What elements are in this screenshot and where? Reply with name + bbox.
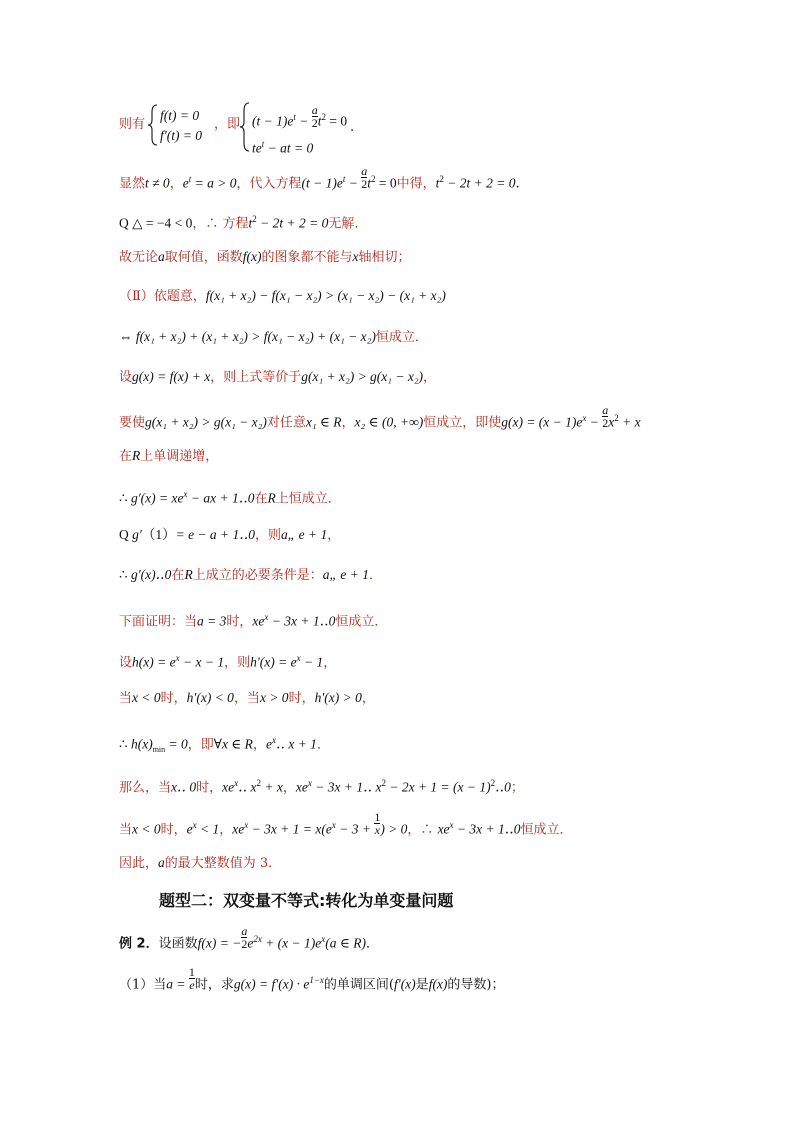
- line-final-answer: 因此，a的最大整数值为 3．: [119, 855, 282, 871]
- line-h-sign: 当x < 0时，h′(x) < 0，当x > 0时，h′(x) > 0，: [119, 690, 375, 706]
- left-brace-2: [239, 102, 251, 152]
- line-conclusion-tangent: 故无论a取何值，函数f(x)的图象都不能与x轴相切；: [119, 249, 411, 265]
- line-define-h: 设$h(x) = e^x - x - 1$，则$h'(x) = e^x - 1$，: [119, 653, 337, 671]
- line-part2: （Ⅱ）依题意，f(x₁ + x₂) − f(x₁ − x₂) > (x₁ − x₂) − (x₁ + x₂): [119, 288, 446, 304]
- line-define-g: 设g(x) = f(x) + x，则上式等价于g(x₁ + x₂) > g(x₁ − x₂)，: [119, 369, 437, 385]
- system1-eq1: f(t) = 0: [160, 108, 200, 123]
- left-brace-1: [147, 104, 159, 146]
- line-necessary: ∴ g′(x)‥0在R上成立的必要条件是：a„ e + 1．: [119, 567, 382, 583]
- system2-eq2: $te^t$ − at = 0: [252, 139, 314, 156]
- line-proof: 下面证明：当a = 3时，$xe^x - 3x$ + 1‥0恒成立．: [119, 612, 388, 630]
- text-then: 则有: [119, 117, 146, 132]
- system2-eq1: $(t - 1)e^t$ − $\frac{a}{2}$ $t^2 = 0$: [252, 103, 348, 131]
- line-equivalent: ⇔ f(x₁ + x₂) + (x₁ + x₂) > f(x₁ − x₂) + (x₁ − x₂)恒成立．: [119, 329, 428, 345]
- line-case-neg: 当x < 0时，$e^x < 1$，$xe^x - 3x + 1 = x(e^x - 3$ + $\frac{1}{x}$ ) > 0，∴ $xe^x - 3x$ + 1‥0恒成立．: [119, 810, 573, 838]
- system1-eq2: f′(t) = 0: [160, 128, 203, 143]
- text-ie: ，即: [214, 117, 241, 132]
- line-system: [119, 117, 145, 133]
- line-obviously: 显然t ≠ 0，$e^t = a > 0$，代入方程$(t - 1)e^t$ − $\frac{a}{2}$ $t^2 = 0$中得，$t^2 - 2t + 2 = 0$.: [119, 164, 520, 192]
- section-heading: 题型二：双变量不等式:转化为单变量问题: [159, 891, 454, 910]
- line-gprime: ∴ $g'(x) = xe^x$ − ax + 1‥0在R上恒成立．: [119, 489, 341, 507]
- system-end-dot: .: [350, 120, 355, 135]
- line-require: 要使g(x₁ + x₂) > g(x₁ − x₂)对任意x₁ ∈ R，x₂ ∈ (0, +∞)恒成立，即使$g(x) = (x - 1)e^x$ − $\frac{a}{2}$ $x^2 + x$: [119, 403, 641, 431]
- line-case-nonneg: 那么，当x‥ 0时，$xe^x‥$ $x^2 + x$，$xe^x - 3x$ + 1‥ $x^2 - 2x + 1 = (x$ − $1)^2‥0$；: [119, 778, 524, 796]
- example-2-statement: 例 2．设函数f(x) = − $\frac{a}{2}$ $e^{2x} + (x - 1)e^x(a$ ∈ R)．: [119, 924, 380, 952]
- line-discriminant: Q △ = −4 < 0，∴ 方程$t^2 - 2t + 2 = 0$无解．: [119, 214, 368, 232]
- question-1: （1）当a = $\frac{1}{e}$ 时，求$g(x) = f'(x) \cdot e^{1-x}$的单调区间(f′(x)是f(x)的导数)；: [119, 965, 505, 993]
- line-gprime-one: Q g′（1）= e − a + 1‥0，则a„ e + 1，: [119, 527, 341, 543]
- line-increasing: 在R上单调递增，: [119, 448, 219, 464]
- line-h-min: ∴ $h(x)_{min} = 0$，即∀x ∈ R，$e^x‥$ x + 1．: [119, 735, 330, 754]
